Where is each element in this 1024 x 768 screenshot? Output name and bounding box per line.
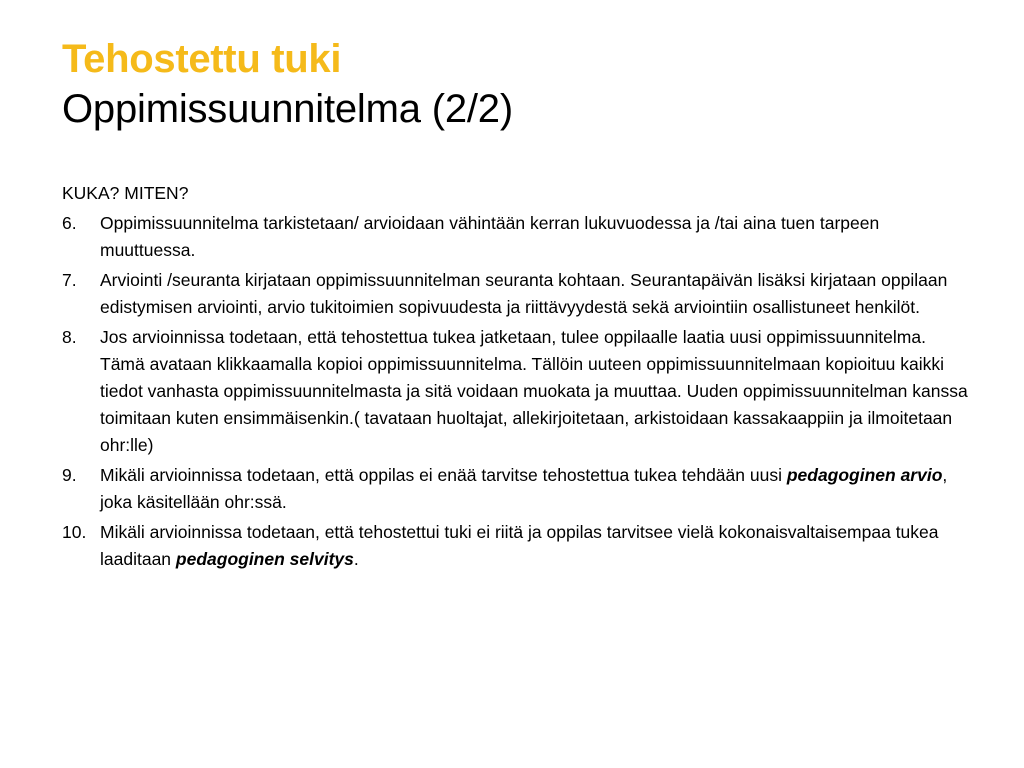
list-item-text-end: .	[353, 549, 359, 569]
list-item	[62, 324, 972, 459]
list-item-text-start: Mikäli arvioinnissa todetaan, että oppilas ei enää tarvitse tehostettua tukea tehdään uusi	[100, 465, 787, 485]
emphasis-term: pedagoginen selvitys	[175, 549, 354, 569]
list-item-text	[100, 462, 972, 516]
list-item	[62, 519, 972, 573]
intro-text: KUKA? MITEN?	[62, 183, 189, 203]
list-item-number: 9.	[62, 465, 77, 485]
emphasis-term: pedagoginen arvio	[786, 465, 943, 485]
list-item	[62, 462, 972, 516]
list-item-text-end: , joka käsitellään ohr:ssä.	[100, 465, 948, 512]
slide-body	[62, 180, 972, 576]
list-item-number: 6.	[62, 213, 77, 233]
slide-subtitle: Oppimissuunnitelma (2/2)	[62, 87, 513, 131]
list-item-text: Oppimissuunnitelma tarkistetaan/ arvioidaan vähintään kerran lukuvuodessa ja /tai aina tuen tarpeen muuttuessa.	[100, 213, 880, 260]
list-item-text: Jos arvioinnissa todetaan, että tehostettua tukea jatketaan, tulee oppilaalle laatia uusi oppimissuunnitelma. Tämä avataan klikkaamalla kopioi oppimissuunnitelma. Tällöin uuteen oppimissuunnitelmaan kopioituu kaikki tiedot vanhasta oppimissuunnitelmasta ja sitä voidaan muokata ja muuttaa. Uuden oppimissuunnitelman kanssa toimitaan kuten ensimmäisenkin.( tavataan huoltajat, allekirjoitetaan, arkistoidaan kassakaappiin ja ilmoitetaan ohr:lle)	[100, 327, 968, 455]
list-item-number: 8.	[62, 327, 77, 347]
list-item-text: Arviointi /seuranta kirjataan oppimissuunnitelman seuranta kohtaan. Seurantapäivän lisäksi kirjataan oppilaan edistymisen arviointi, arvio tukitoimien sopivuudesta ja riittävyydestä sekä arviointiin osallistuneet henkilöt.	[100, 270, 948, 317]
slide-title: Tehostettu tuki	[62, 37, 342, 81]
list-item-number: 10.	[62, 522, 87, 542]
list-item-text-start: Mikäli arvioinnissa todetaan, että tehostettui tuki ei riitä ja oppilas tarvitsee vielä kokonaisvaltaisempaa tukea laaditaan	[100, 522, 939, 569]
list-item-number: 7.	[62, 270, 77, 290]
numbered-list	[62, 210, 972, 573]
list-item-text	[100, 519, 972, 573]
list-item	[62, 210, 972, 264]
list-item	[62, 267, 972, 321]
title-block	[62, 34, 962, 134]
